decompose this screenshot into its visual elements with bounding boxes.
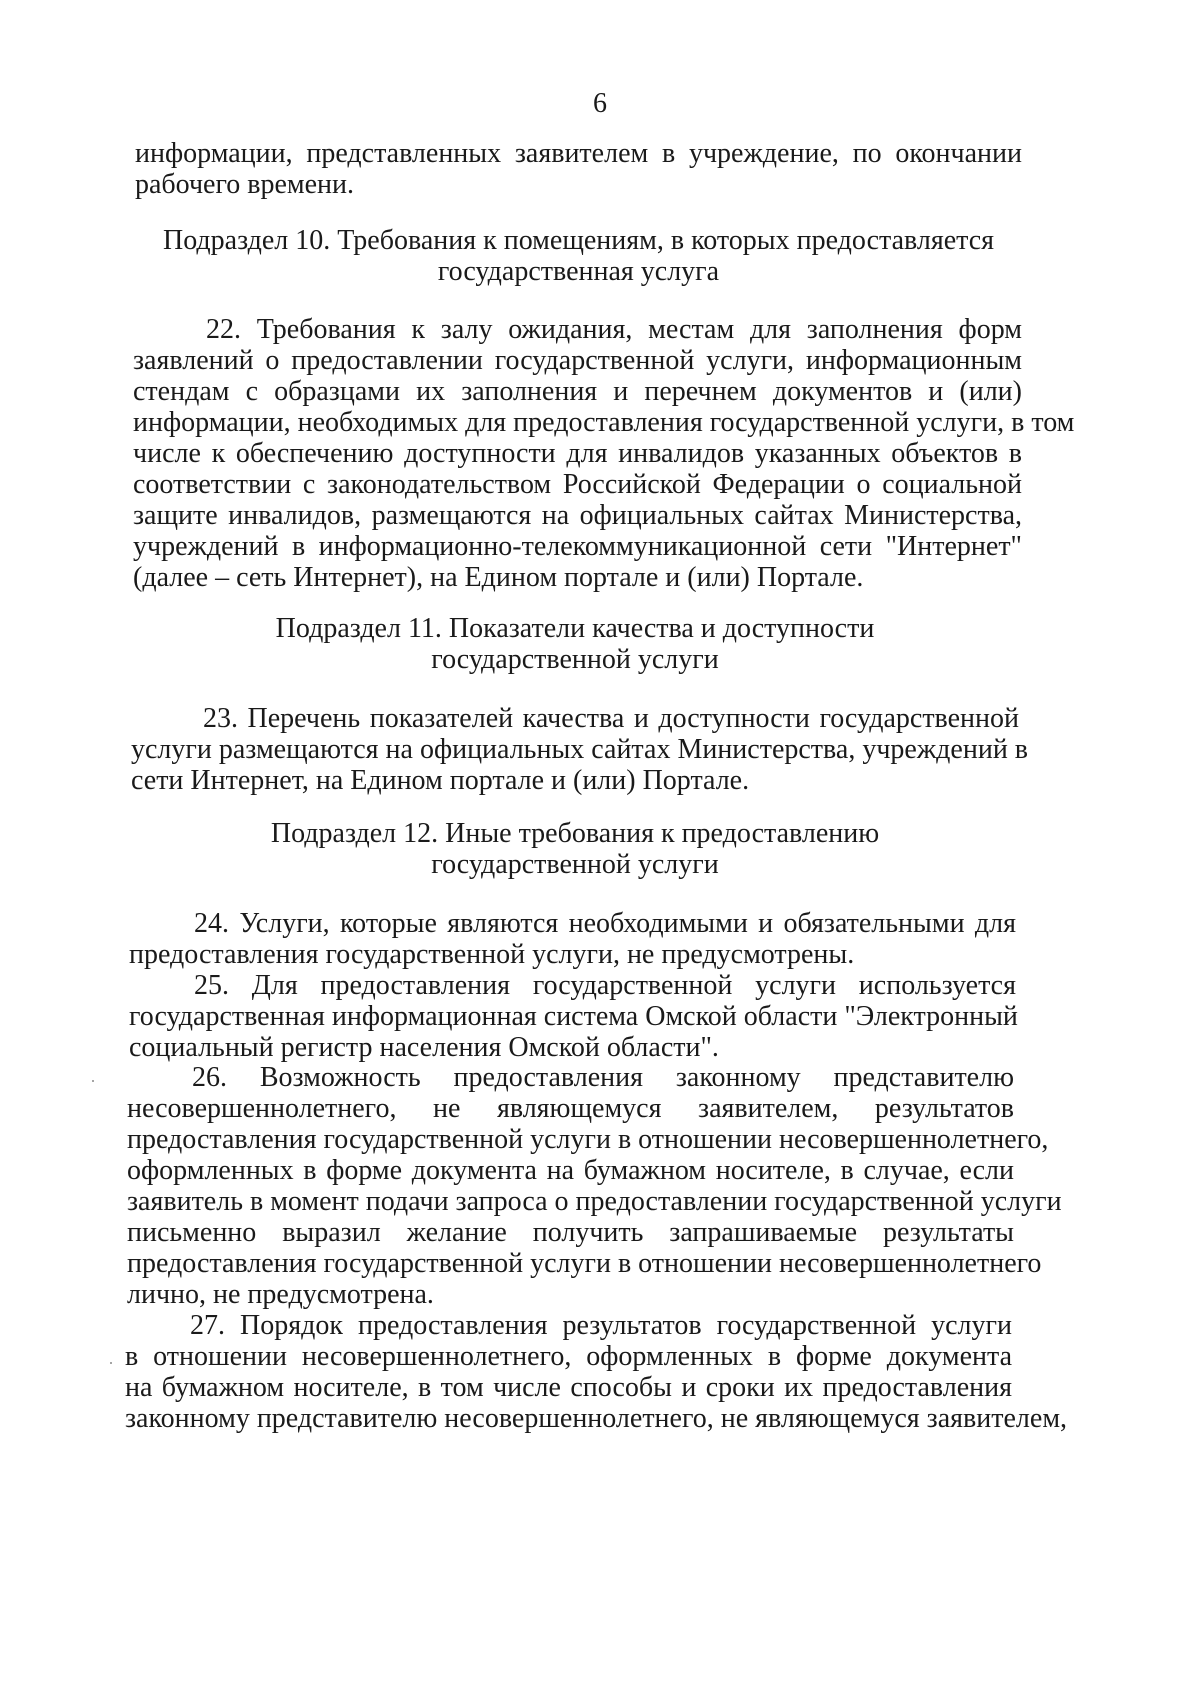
item-22-paragraph [133, 314, 1075, 593]
item-27-paragraph [125, 1310, 1068, 1434]
text-line: в отношении несовершеннолетнего, оформленных в форме документа [125, 1341, 1012, 1372]
text-line: 27. Порядок предоставления результатов государственной услуги [190, 1310, 1012, 1341]
text-line: сети Интернет, на Едином портале и (или) Портале. [131, 765, 750, 796]
text-line: письменно выразил желание получить запрашиваемые результаты [127, 1217, 1014, 1248]
heading-line: Подраздел 12. Иные требования к предоставлению [270, 818, 880, 849]
text-line: 22. Требования к залу ожидания, местам для заполнения форм [206, 314, 1022, 345]
intro-paragraph [135, 138, 1022, 200]
item-25-paragraph [129, 970, 1016, 1063]
heading-line: государственной услуги [431, 644, 719, 675]
subsection-12-heading [145, 818, 1005, 880]
scan-artifact [110, 1362, 112, 1364]
text-line: услуги размещаются на официальных сайтах Министерства, учреждений в [131, 734, 1029, 765]
text-line: 25. Для предоставления государственной услуги используется [194, 970, 1016, 1001]
item-24-paragraph [129, 908, 1016, 970]
subsection-10-heading [135, 225, 1022, 287]
item-26-paragraph [127, 1062, 1062, 1310]
text-line: заявитель в момент подачи запроса о предоставлении государственной услуги [127, 1186, 1062, 1217]
text-line: числе к обеспечению доступности для инвалидов указанных объектов в [133, 438, 1022, 469]
text-line: несовершеннолетнего, не являющемуся заявителем, результатов [127, 1093, 1014, 1124]
text-line: 23. Перечень показателей качества и доступности государственной [203, 703, 1019, 734]
text-line: стендам с образцами их заполнения и перечнем документов и (или) [133, 376, 1022, 407]
text-line: соответствии с законодательством Российской Федерации о социальной [133, 469, 1022, 500]
text-line: оформленных в форме документа на бумажном носителе, в случае, если [127, 1155, 1014, 1186]
heading-line: Подраздел 10. Требования к помещениям, в которых предоставляется [162, 225, 995, 256]
text-line: социальный регистр населения Омской области". [129, 1032, 719, 1063]
text-line: предоставления государственной услуги, не предусмотрены. [129, 939, 855, 970]
text-line: информации, необходимых для предоставления государственной услуги, в том [133, 407, 1075, 438]
text-line: учреждений в информационно-телекоммуникационной сети "Интернет" [133, 531, 1022, 562]
text-line: заявлений о предоставлении государственной услуги, информационным [133, 345, 1022, 376]
item-23-paragraph [131, 703, 1029, 796]
text-line: государственная информационная система Омской области "Электронный [129, 1001, 1018, 1032]
text-line: предоставления государственной услуги в отношении несовершеннолетнего, [127, 1124, 1049, 1155]
text-line: на бумажном носителе, в том числе способы и сроки их предоставления [125, 1372, 1012, 1403]
heading-line: Подраздел 11. Показатели качества и доступности [275, 613, 875, 644]
text-line: информации, представленных заявителем в учреждение, по окончании [135, 138, 1022, 169]
text-line: рабочего времени. [135, 169, 355, 200]
text-line: законному представителю несовершеннолетнего, не являющемуся заявителем, [125, 1403, 1068, 1434]
scan-artifact [92, 1080, 94, 1082]
page-number: 6 [593, 88, 607, 119]
text-line: лично, не предусмотрена. [127, 1279, 434, 1310]
heading-line: государственной услуги [431, 849, 719, 880]
text-line: 24. Услуги, которые являются необходимыми и обязательными для [194, 908, 1016, 939]
text-line: (далее – сеть Интернет), на Едином портале и (или) Портале. [133, 562, 864, 593]
subsection-11-heading [145, 613, 1005, 675]
text-line: 26. Возможность предоставления законному представителю [192, 1062, 1014, 1093]
text-line: предоставления государственной услуги в отношении несовершеннолетнего [127, 1248, 1042, 1279]
heading-line: государственная услуга [437, 256, 720, 287]
text-line: защите инвалидов, размещаются на официальных сайтах Министерства, [133, 500, 1022, 531]
